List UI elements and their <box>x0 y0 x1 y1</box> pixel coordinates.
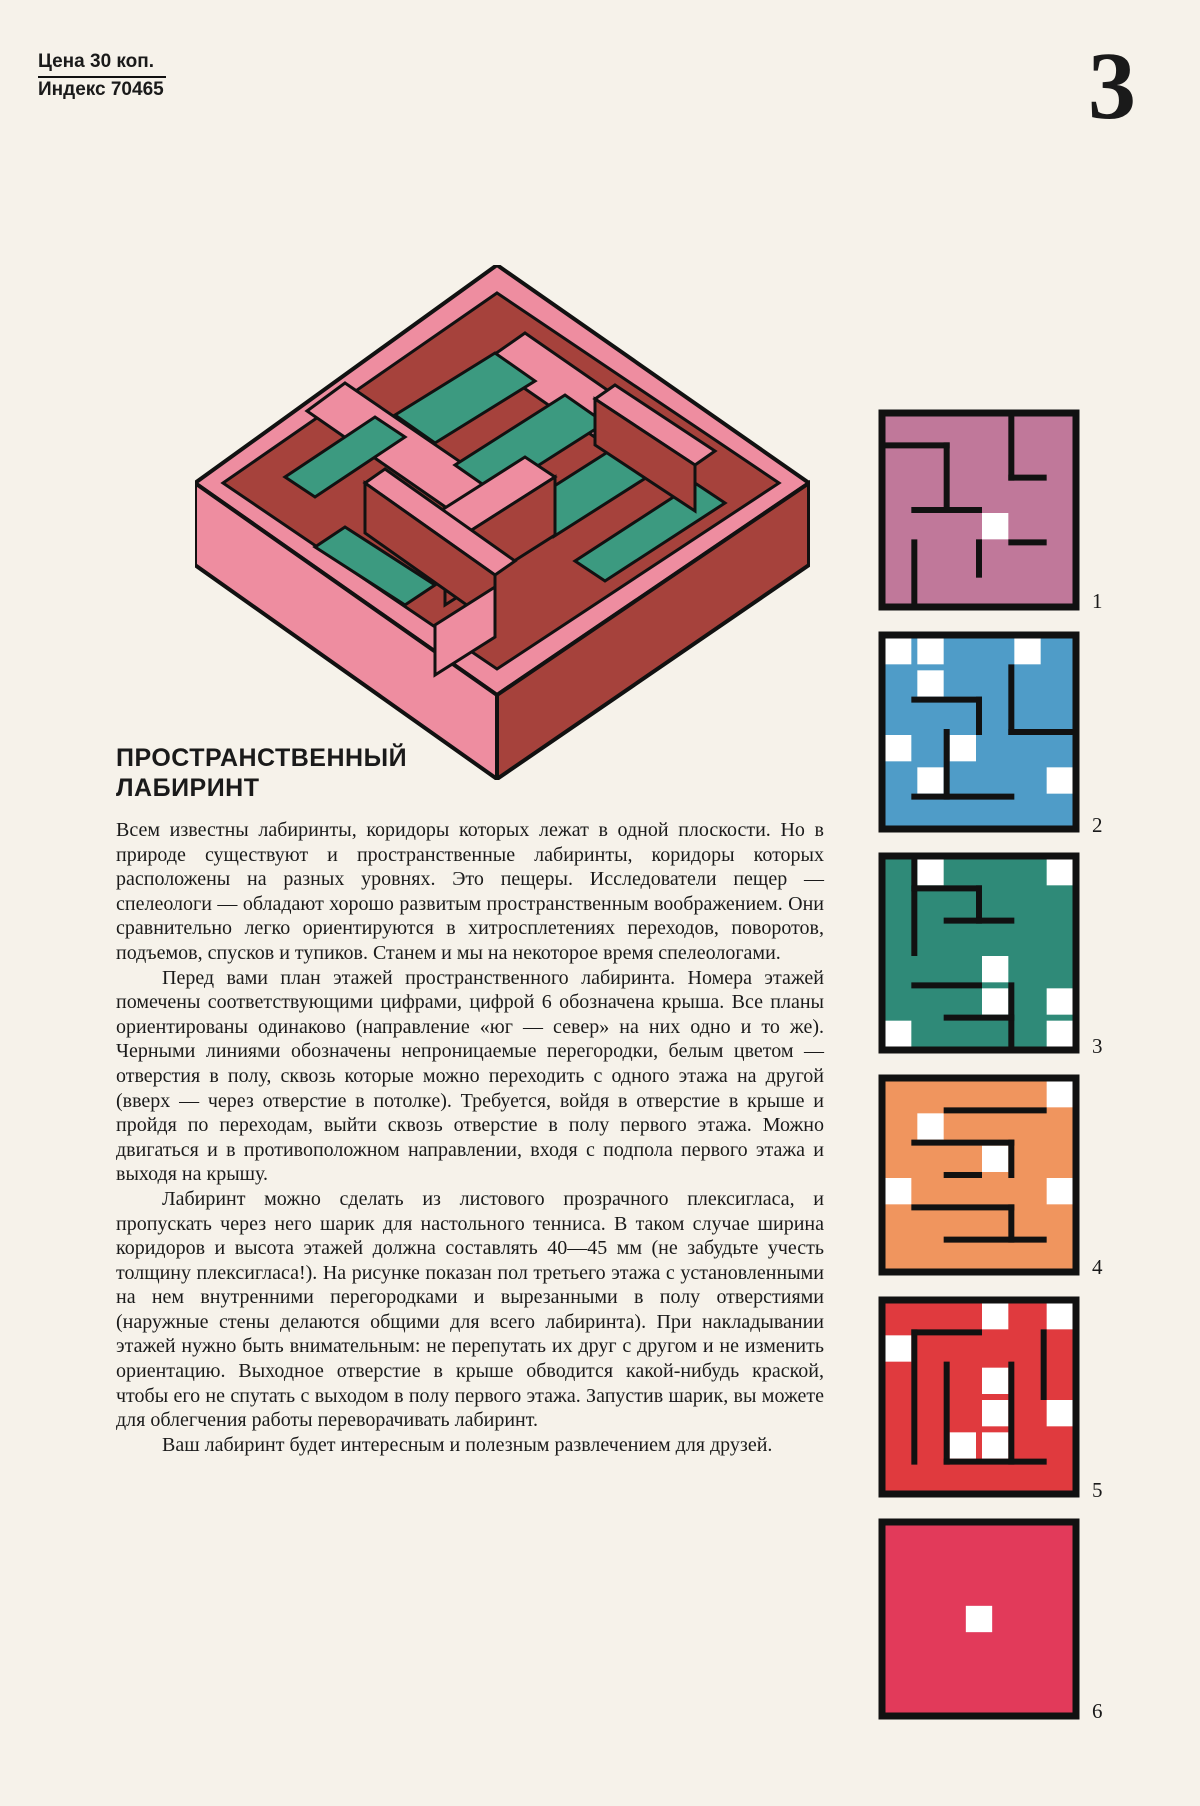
floor-hole <box>885 735 911 761</box>
floor-hole <box>917 859 943 885</box>
floor-hole <box>917 767 943 793</box>
floor-hole <box>982 1432 1008 1458</box>
floor-plan-2 <box>874 627 1084 835</box>
floor-hole <box>982 513 1008 539</box>
floor-hole <box>966 1606 992 1632</box>
floor-hole <box>950 1432 976 1458</box>
floor-number-3: 3 <box>1092 1034 1103 1058</box>
floor-hole <box>982 1400 1008 1426</box>
floor-plan-6 <box>874 1514 1084 1722</box>
floor-number-5: 5 <box>1092 1478 1103 1502</box>
floor-hole <box>1047 1400 1073 1426</box>
price-block <box>38 50 166 102</box>
floor-hole <box>1047 1303 1073 1329</box>
floor-hole <box>982 1368 1008 1394</box>
floor-hole <box>1047 767 1073 793</box>
floor-hole <box>1047 859 1073 885</box>
floor-hole <box>917 1113 943 1139</box>
floor-hole <box>1047 1021 1073 1047</box>
floor-plan-5 <box>874 1292 1084 1500</box>
floor-number-2: 2 <box>1092 813 1103 837</box>
floor-hole <box>1047 988 1073 1014</box>
floor-hole <box>917 670 943 696</box>
index-label: Индекс 70465 <box>38 79 164 100</box>
floor-hole <box>885 638 911 664</box>
floor-hole <box>917 638 943 664</box>
paragraph-1: Всем известны лабиринты, коридоры которых лежат в одной плоскости. Но в природе существуют и пространственные лабиринты, коридоры которых расположены на разных уровнях. Это пещеры. Исследователи пещер — спелеологи — обладают хорошо развитым пространственным воображением. Они сравнительно легко ориентируются в хитросплетениях переходов, поворотов, подъемов, спусков и тупиков. Станем и мы на некоторое время спелеологами. <box>116 819 824 964</box>
title-line-1: ПРОСТРАНСТВЕННЫЙ <box>116 744 408 772</box>
floor-number-6: 6 <box>1092 1699 1103 1723</box>
floor-plan-1 <box>874 405 1084 613</box>
price-label: Цена 30 коп. <box>38 51 155 72</box>
floor-plan-4 <box>874 1070 1084 1278</box>
floor-plan-3 <box>874 848 1084 1056</box>
floor-hole <box>982 956 1008 982</box>
article-title <box>116 743 407 803</box>
floor-hole <box>1047 1178 1073 1204</box>
article-body <box>116 818 824 1457</box>
floor-hole <box>950 735 976 761</box>
floor-hole <box>885 1021 911 1047</box>
floor-hole <box>982 988 1008 1014</box>
isometric-maze-illustration <box>195 265 810 780</box>
floor-number-1: 1 <box>1092 589 1103 613</box>
floor-hole <box>982 1146 1008 1172</box>
floor-number-4: 4 <box>1092 1255 1103 1279</box>
paragraph-2: Перед вами план этажей пространственного лабиринта. Номера этажей помечены соответствующими цифрами, цифрой 6 обозначена крыша. Все планы ориентированы одинаково (направление «юг — север» на них одно и то же). Черными линиями обозначены непроницаемые перегородки, белым цветом — отверстия в полу, сквозь которые можно переходить с одного этажа на другой (вверх — через отверстие в потолке). Требуется, войдя в отверстие в крыше и пройдя по переходам, выйти сквозь отверстие в полу первого этажа. Можно двигаться и в противоположном направлении, входя с подпола первого этажа и выходя на крышу. <box>116 966 824 1186</box>
title-line-2: ЛАБИРИНТ <box>116 774 260 802</box>
floor-hole <box>885 1335 911 1361</box>
floor-hole <box>1014 638 1040 664</box>
floor-hole <box>885 1178 911 1204</box>
issue-number: 3 <box>1088 32 1136 139</box>
paragraph-3: Лабиринт можно сделать из листового прозрачного плексигласа, и пропускать через него шарик для настольного тенниса. В таком случае ширина коридоров и высота этажей должна составлять 40—45 мм (не забудьте учесть толщину плексигласа!). На рисунке показан пол третьего этажа с установленными на нем внутренними перегородками и вырезанными в полу отверстиями (наружные стены делаются общими для всего лабиринта). При накладывании этажей нужно быть внимательным: не перепутать их друг с другом и не изменить ориентацию. Выходное отверстие в крыше обводится какой-нибудь краской, чтобы его не спутать с выходом в полу первого этажа. Запустив шарик, вы можете для облегчения работы переворачивать лабиринт. <box>116 1187 824 1432</box>
floor-hole <box>982 1303 1008 1329</box>
paragraph-4: Ваш лабиринт будет интересным и полезным развлечением для друзей. <box>162 1433 773 1456</box>
floor-hole <box>1047 1081 1073 1107</box>
